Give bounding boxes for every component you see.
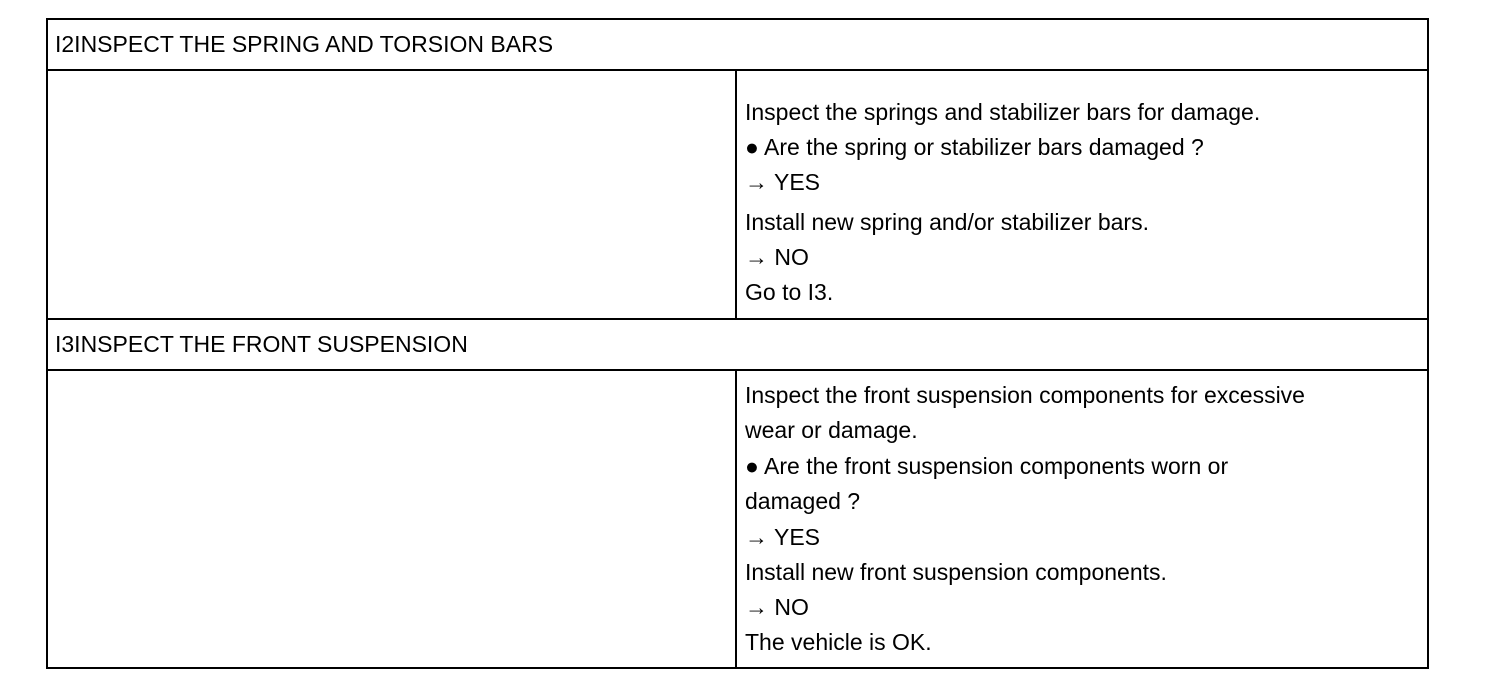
illustration-cell (48, 71, 737, 318)
no-action: Go to I3. (745, 279, 834, 305)
instruction-cell (737, 371, 1427, 667)
question-line-cont: damaged ? (745, 488, 861, 514)
question-line: ● Are the spring or stabilizer bars damaged ? (745, 134, 1204, 160)
instruction-cell (737, 71, 1427, 318)
yes-action: Install new front suspension components. (745, 559, 1167, 585)
no-action: The vehicle is OK. (745, 629, 932, 655)
instruction-line: Inspect the springs and stabilizer bars for damage. (745, 99, 1261, 125)
question-line: ● Are the front suspension components worn or (745, 453, 1229, 479)
yes-branch: → YES (745, 169, 820, 195)
yes-branch: → YES (745, 524, 820, 550)
yes-action: Install new spring and/or stabilizer bars. (745, 209, 1149, 235)
no-branch: → NO (745, 594, 809, 620)
section-body-i2 (48, 71, 1427, 320)
instruction-line: Inspect the front suspension components for excessive (745, 382, 1305, 408)
illustration-cell (48, 371, 737, 667)
section-heading-i2: I2INSPECT THE SPRING AND TORSION BARS (48, 20, 1427, 71)
section-body-i3 (48, 371, 1427, 667)
section-heading-i3: I3INSPECT THE FRONT SUSPENSION (48, 320, 1427, 371)
no-branch: → NO (745, 244, 809, 270)
instruction-line-cont: wear or damage. (745, 417, 918, 443)
procedure-table (46, 18, 1429, 669)
